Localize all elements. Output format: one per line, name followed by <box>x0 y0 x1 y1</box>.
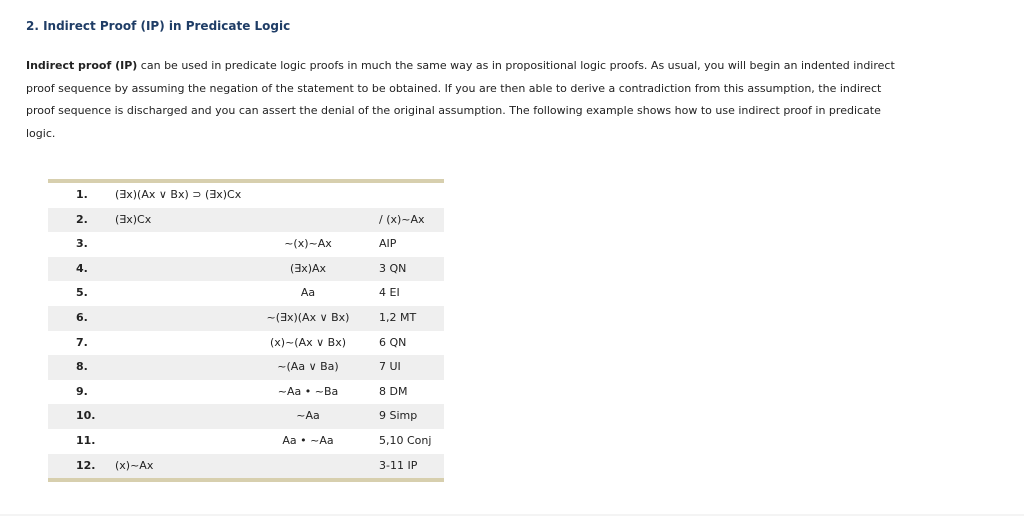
line-number: 9. <box>76 384 88 398</box>
statement: (∃x)Cx <box>115 212 152 226</box>
line-number: 7. <box>76 335 88 349</box>
indented-statement: ~(∃x)(Ax ∨ Bx) <box>266 310 350 324</box>
justification: 6 QN <box>379 335 407 349</box>
indented-statement: (x)~(Ax ∨ Bx) <box>269 335 347 349</box>
justification: AIP <box>379 237 397 251</box>
proof-row <box>48 429 444 454</box>
line-number: 5. <box>76 286 88 300</box>
proof-row <box>48 232 444 257</box>
justification: 4 EI <box>379 286 400 300</box>
section-heading: 2. Indirect Proof (IP) in Predicate Logic <box>26 19 291 33</box>
line-number: 10. <box>76 409 96 423</box>
statement: (x)~Ax <box>115 458 154 472</box>
proof-row <box>48 380 444 405</box>
justification: 8 DM <box>379 384 408 398</box>
proof-row <box>48 404 444 429</box>
line-number: 1. <box>76 188 88 201</box>
proof-row <box>48 208 444 233</box>
intro-bold-lead: Indirect proof (IP) <box>26 59 138 72</box>
proof-row <box>48 281 444 306</box>
line-number: 4. <box>76 261 88 275</box>
line-number: 12. <box>76 458 96 472</box>
proof-row <box>48 257 444 282</box>
justification: 5,10 Conj <box>379 433 432 447</box>
intro-paragraph <box>26 55 906 145</box>
justification: 7 UI <box>379 360 401 374</box>
indented-statement: (∃x)Ax <box>289 261 327 275</box>
line-number: 3. <box>76 237 88 251</box>
line-number: 2. <box>76 212 88 226</box>
proof-table <box>48 179 444 482</box>
indented-statement: ~Aa <box>296 409 320 423</box>
justification: 3-11 IP <box>379 458 418 472</box>
justification: 3 QN <box>379 261 407 275</box>
proof-row <box>48 183 444 208</box>
proof-row <box>48 454 444 479</box>
proof-row <box>48 331 444 356</box>
indented-statement: ~Aa • ~Ba <box>277 384 339 398</box>
justification: 1,2 MT <box>379 310 417 324</box>
justification: 9 Simp <box>379 409 418 423</box>
indented-statement: ~(Aa ∨ Ba) <box>277 360 339 374</box>
justification: / (x)~Ax <box>379 212 425 226</box>
line-number: 11. <box>76 433 96 447</box>
intro-text: can be used in predicate logic proofs in much the same way as in propositional logic proofs. As usual, you will begin an indented indirect proof sequence by assuming the negation of the statement to be obtained. If you are then able to derive a contradiction from this assumption, the indirect proof sequence is discharged and you can assert the denial of the original assumption. The following example shows how to use indirect proof in predicate logic. <box>26 59 895 140</box>
indented-statement: Aa <box>300 286 316 300</box>
line-number: 6. <box>76 310 88 324</box>
line-number: 8. <box>76 360 88 374</box>
indented-statement: ~(x)~Ax <box>284 237 332 251</box>
statement: (∃x)(Ax ∨ Bx) ⊃ (∃x)Cx <box>115 188 242 201</box>
proof-row <box>48 355 444 380</box>
page-divider <box>0 514 1024 516</box>
indented-statement: Aa • ~Aa <box>282 433 334 447</box>
proof-row <box>48 306 444 331</box>
